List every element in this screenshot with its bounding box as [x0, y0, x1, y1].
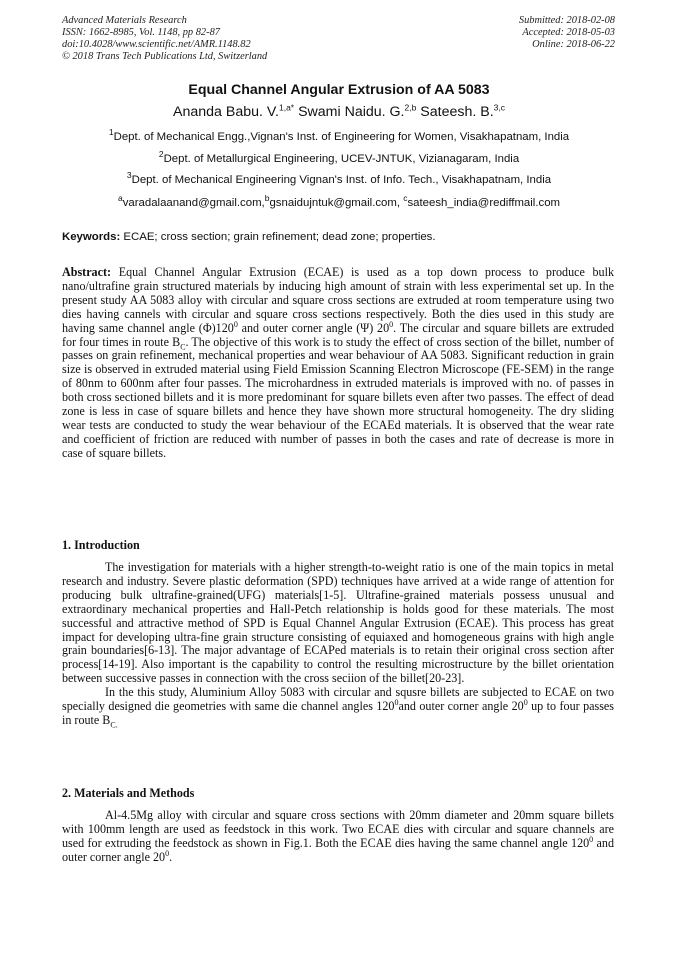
affiliation-text: Dept. of Mechanical Engg.,Vignan's Inst. of Engineering for Women, Visakhapatnam, India	[113, 131, 570, 143]
abstract	[62, 266, 614, 461]
abstract-text: and outer corner angle (Ψ) 20	[237, 320, 390, 335]
affiliation	[0, 127, 678, 143]
affiliation-mark: 2	[158, 149, 164, 160]
degree-mark: 0	[165, 848, 170, 858]
email-link[interactable]: sateesh_india@rediffmail.com	[407, 197, 561, 209]
author-affiliation-mark: 2,b	[404, 102, 417, 113]
online-date: Online: 2018-06-22	[532, 39, 615, 50]
paper-title: Equal Channel Angular Extrusion of AA 5083	[188, 82, 490, 98]
degree-mark: 0	[589, 834, 594, 844]
paragraph-text: In the this study, Aluminium Alloy 5083 with circular and squsre billets are subjected to ECAE on two specially designed die geometries with same die channel angles 120	[62, 685, 614, 714]
journal-copyright: © 2018 Trans Tech Publications Ltd, Switzerland	[62, 51, 268, 62]
methods-section	[62, 809, 614, 865]
keywords-text: ECAE; cross section; grain refinement; dead zone; properties.	[123, 231, 436, 243]
degree-mark: 0	[394, 698, 399, 708]
author-name: Swami Naidu. G.	[298, 104, 405, 120]
keywords-label: Keywords:	[62, 231, 121, 243]
paragraph	[62, 686, 614, 728]
author-name: Ananda Babu. V.	[173, 104, 279, 120]
dates-header	[519, 15, 615, 51]
keywords	[62, 231, 614, 243]
author-affiliation-mark: 1,a*	[278, 102, 295, 113]
degree-mark: 0	[389, 319, 394, 329]
email-mark: a	[117, 193, 123, 204]
abstract-text: . The objective of this work is to study the effect of cross section of the billet, number of passes on grain refinement, mechanical properties and wear behaviour of AA 5083. Significant reduction in grain size is observed in extruded material using Field Emission Scanning Electron Microscope (FE-SEM) in the range of 80nm to 600nm after four passes. The microhardness in extruded materials is improved with no. of passes in both cross sectioned billets and it is more predominant for square billets even after two passes. The effect of dead zone is less in case of square billets and hence they have shown more structural homogeneity. The dry sliding wear tests are conducted to study the wear behaviour of the ECAEd materials. It is observed that the wear rate and coefficient of friction are reduced with number of passes in both the cases and rate of decrease is more in case of square billets.	[62, 334, 614, 460]
journal-header	[62, 15, 267, 63]
paragraph	[62, 809, 614, 865]
email-mark: b	[264, 193, 270, 204]
author-affiliation-mark: 3,c	[493, 102, 505, 113]
abstract-text: Equal Channel Angular Extrusion (ECAE) is used as a top down process to produce bulk nano/ultrafine grain structured materials by inducing high amount of strain with less experimental set up. In the present study AA 5083 alloy with circular and square cross sections are extruded at room temperature using two dies having cannels with circular and square cross sections respectively. Both the dies used in this study are having same channel angle (Φ)120	[62, 265, 614, 335]
paragraph-text: Al-4.5Mg alloy with circular and square cross sections with 20mm diameter and 20mm square billets with 100mm length are used as feedstock in this work. Two ECAE dies with circular and square channels are used for extruding the feedstock as shown in Fig.1. Both the ECAE dies having the same channel angle 120	[62, 808, 614, 850]
route-subscript: C	[180, 341, 186, 351]
section-heading-methods: 2. Materials and Methods	[62, 786, 195, 800]
journal-issn: ISSN: 1662-8985, Vol. 1148, pp 82-87	[62, 27, 220, 38]
abstract-text: . The circular and square billets are extruded for four times in route B	[62, 320, 614, 349]
author-list	[0, 104, 678, 120]
submitted-date: Submitted: 2018-02-08	[518, 15, 615, 26]
affiliation-mark: 3	[126, 170, 132, 181]
section-heading-introduction: 1. Introduction	[62, 538, 140, 552]
introduction-section	[62, 561, 614, 728]
affiliation-text: Dept. of Metallurgical Engineering, UCEV-JNTUK, Vizianagaram, India	[163, 153, 520, 165]
paragraph-text: and outer corner angle 20	[62, 835, 614, 864]
degree-mark: 0	[523, 698, 528, 708]
journal-doi[interactable]: doi:10.4028/www.scientific.net/AMR.1148.82	[62, 39, 251, 50]
accepted-date: Accepted: 2018-05-03	[522, 27, 615, 38]
email-link[interactable]: varadalaanand@gmail.com,	[122, 197, 265, 209]
affiliation	[0, 149, 678, 165]
paragraph: The investigation for materials with a higher strength-to-weight ratio is one of the main topics in metal research and industry. Severe plastic deformation (SPD) techniques have arrived at a wide range of attention for producing bulk ultrafine-grained(UFG) materials[1-5]. Ultrafine-grained materials possess unusual and extraordinary mechanical properties and Hall-Petch relationship is holds good for these materials. The most successful and attractive method of SPD is Equal Channel Angular Extrusion (ECAE). This process has great impact for developing ultra-fine grain structure consisting of equiaxed and homogeneous grains with high angle grain boundaries[6-13]. The major advantage of ECAPed materials is to retain their original cross section after process[14-19]. Also important is the capability to control the resulting microstructure by the billet orientation between successive passes in connection with the cross seciion of the billet[20-23].	[62, 560, 614, 686]
email-link[interactable]: gsnaidujntuk@gmail.com,	[269, 197, 401, 209]
degree-mark: 0	[233, 319, 238, 329]
paragraph-text: up to four passes in route B	[62, 699, 614, 727]
affiliation	[0, 170, 678, 186]
affiliation-text: Dept. of Mechanical Engineering Vignan's Inst. of Info. Tech., Visakhapatnam, India	[131, 174, 552, 186]
author-name: Sateesh. B.	[420, 104, 494, 120]
email-list	[0, 193, 678, 209]
paragraph-text: .	[169, 849, 173, 864]
route-subscript: C.	[110, 720, 118, 730]
email-mark: c	[403, 193, 408, 204]
abstract-label: Abstract:	[62, 265, 112, 279]
affiliation-mark: 1	[108, 127, 114, 138]
journal-name: Advanced Materials Research	[62, 15, 187, 26]
paragraph-text: and outer corner angle 20	[398, 699, 524, 714]
